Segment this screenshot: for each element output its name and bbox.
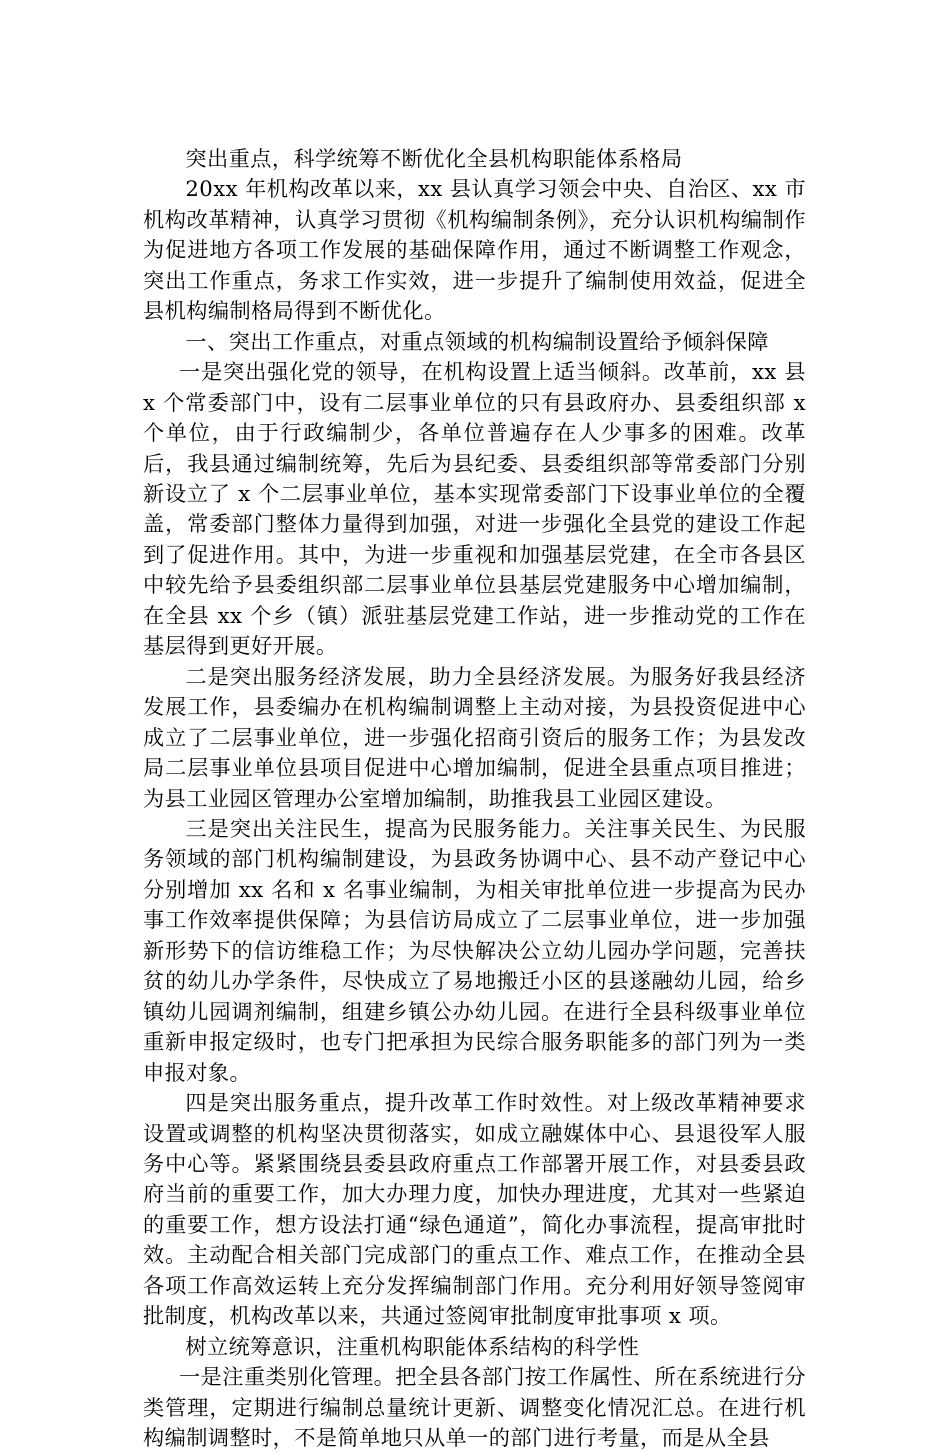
section-heading-two: 树立统筹意识，注重机构职能体系结构的科学性: [185, 1333, 640, 1359]
paragraph-point-three: 三是突出关注民生，提高为民服务能力。关注事关民生、为民服务领域的部门机构编制建设，为县政务协调中心、县不动产登记中心分别增加 xx 名和 x 名事业编制，为相关审批单位进一步提高为民办事工作效率提供保障；为县信访局成立了二层事业单位，进一步加强新形势下的信访维稳工作；为尽快解决公立幼儿园办学问题，完善扶贫的幼儿办学条件，尽快成立了易地搬迁小区的县遂融幼儿园，给乡镇幼儿园调剂编制，组建乡镇公办幼儿园。在进行全县科级事业单位重新申报定级时，也专门把承担为民综合服务职能多的部门列为一类申报对象。: [143, 815, 806, 1085]
paragraph-point-two: 二是突出服务经济发展，助力全县经济发展。为服务好我县经济发展工作，县委编办在机构编制调整上主动对接，为县投资促进中心成立了二层事业单位，进一步强化招商引资后的服务工作；为县发改局二层事业单位县项目促进中心增加编制，促进全县重点项目推进；为县工业园区管理办公室增加编制，助推我县工业园区建设。: [143, 663, 806, 811]
paragraph-intro: 20xx 年机构改革以来，xx 县认真学习领会中央、自治区、xx 市机构改革精神，认真学习贯彻《机构编制条例》，充分认识机构编制作为促进地方各项工作发展的基础保障作用，通过不断调整工作观念，突出工作重点，务求工作实效，进一步提升了编制使用效益，促进全县机构编制格局得到不断优化。: [143, 176, 806, 324]
paragraph-point-four: 四是突出服务重点，提升改革工作时效性。对上级改革精神要求设置或调整的机构坚决贯彻落实，如成立融媒体中心、县退役军人服务中心等。紧紧围绕县委县政府重点工作部署开展工作，对县委县政府当前的重要工作，加大办理力度，加快办理进度，尤其对一些紧迫的重要工作，想方设法打通“绿色通道”，简化办事流程，提高审批时效。主动配合相关部门完成部门的重点工作、难点工作，在推动全县各项工作高效运转上充分发挥编制部门作用。充分利用好领导签阅审批制度，机构改革以来，共通过签阅审批制度审批事项 x 项。: [143, 1090, 806, 1329]
paragraph-point-one: 一是突出强化党的领导，在机构设置上适当倾斜。改革前，xx 县 x 个常委部门中，设有二层事业单位的只有县政府办、县委组织部 x 个单位，由于行政编制少，各单位普遍存在人少事多的困难。改革后，我县通过编制统筹，先后为县纪委、县委组织部等常委部门分别新设立了 x 个二层事业单位，基本实现常委部门下设事业单位的全覆盖，常委部门整体力量得到加强，对进一步强化全县党的建设工作起到了促进作用。其中，为进一步重视和加强基层党建，在全市各县区中较先给予县委组织部二层事业单位县基层党建服务中心增加编制，在全县 xx 个乡（镇）派驻基层党建工作站，进一步推动党的工作在基层得到更好开展。: [143, 359, 806, 659]
document-text-body: [143, 144, 806, 1453]
paragraph-point-five: 一是注重类别化管理。把全县各部门按工作属性、所在系统进行分类管理，定期进行编制总量统计更新、调整变化情况汇总。在进行机构编制调整时，不是简单地只从单一的部门进行考量，而是从全县: [143, 1364, 806, 1451]
section-heading-one: 一、突出工作重点，对重点领域的机构编制设置给予倾斜保障: [185, 328, 769, 354]
document-title-line: 突出重点，科学统筹不断优化全县机构职能体系格局: [185, 146, 683, 171]
